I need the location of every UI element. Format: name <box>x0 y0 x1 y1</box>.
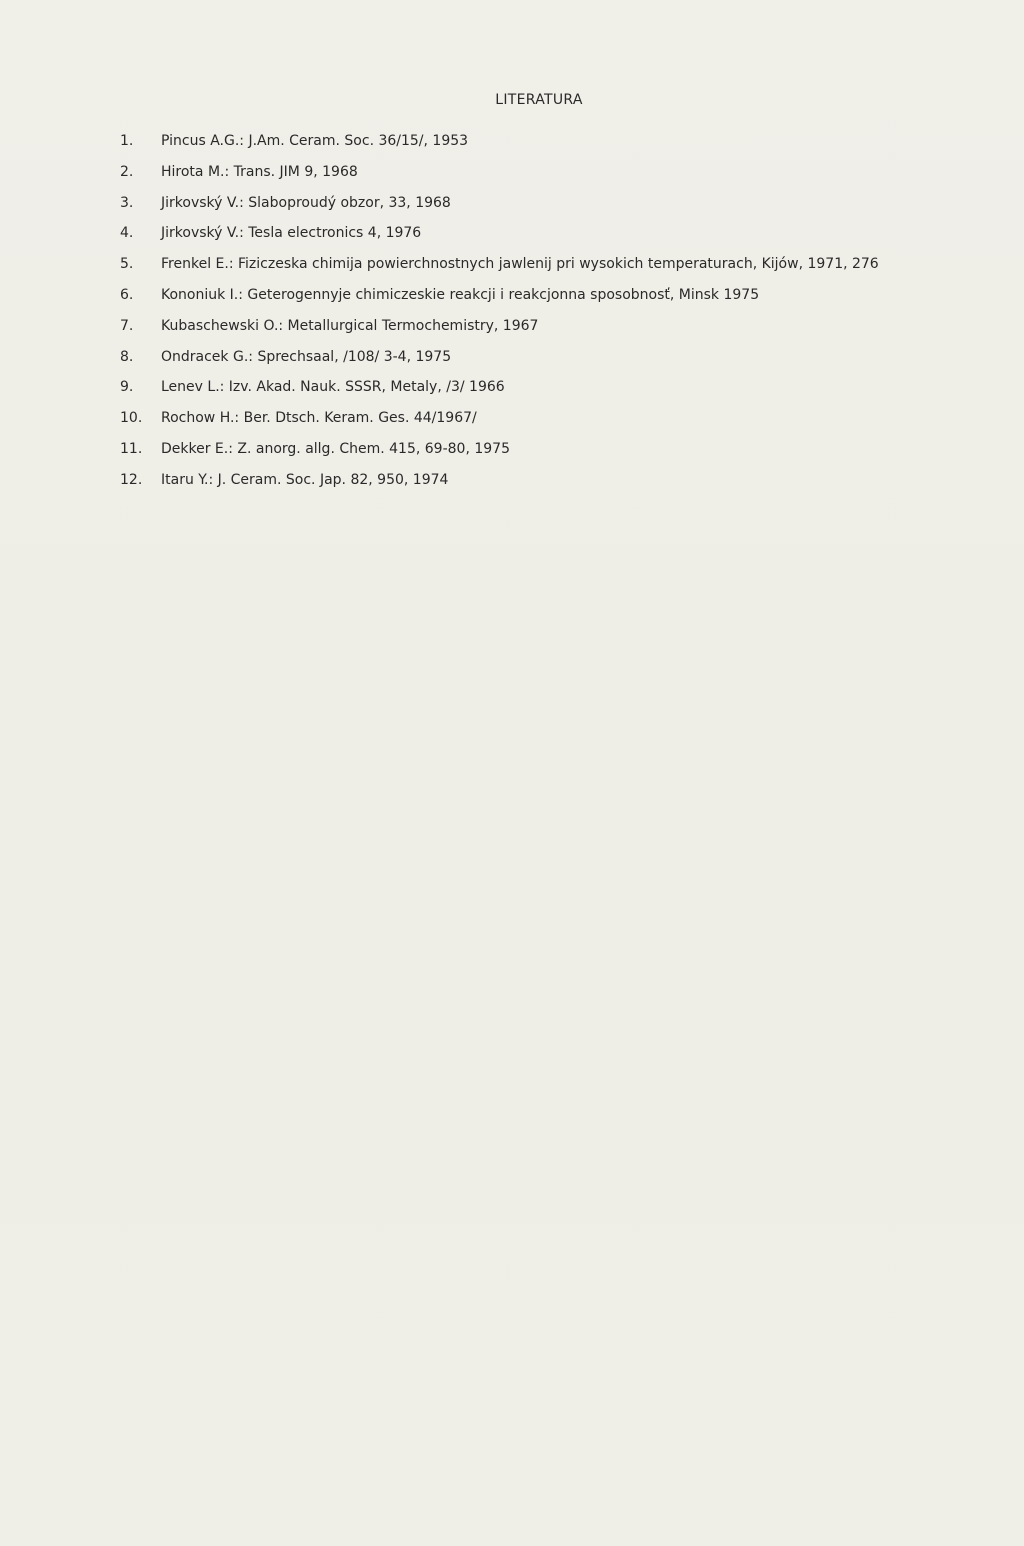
reference-item <box>120 472 980 503</box>
reference-number: 12. <box>120 471 143 488</box>
reference-number: 4. <box>120 225 134 242</box>
reference-item <box>120 441 980 472</box>
reference-text: Dekker E.: Z. anorg. allg. Chem. 415, 69-80, 1975 <box>161 440 510 457</box>
reference-text: Kubaschewski O.: Metallurgical Termochemistry, 1967 <box>161 317 539 334</box>
reference-text: Jirkovský V.: Tesla electronics 4, 1976 <box>161 225 422 242</box>
reference-item <box>120 256 980 287</box>
reference-number: 8. <box>120 348 134 365</box>
reference-item <box>120 133 980 164</box>
page-title: LITERATURA <box>495 92 583 108</box>
reference-item <box>120 349 980 380</box>
reference-text: Jirkovský V.: Slaboproudý obzor, 33, 1968 <box>161 194 451 211</box>
reference-item <box>120 410 980 441</box>
reference-item <box>120 195 980 226</box>
reference-text: Ondracek G.: Sprechsaal, /108/ 3-4, 1975 <box>161 348 452 365</box>
reference-item <box>120 318 980 349</box>
reference-item <box>120 379 980 410</box>
reference-text: Pincus A.G.: J.Am. Ceram. Soc. 36/15/, 1953 <box>161 133 469 149</box>
reference-text: Lenev L.: Izv. Akad. Nauk. SSSR, Metaly, /3/ 1966 <box>161 379 505 396</box>
reference-item <box>120 164 980 195</box>
reference-text: Hirota M.: Trans. JIM 9, 1968 <box>161 163 358 180</box>
reference-number: 1. <box>120 133 134 149</box>
reference-number: 5. <box>120 256 134 273</box>
reference-number: 7. <box>120 317 134 334</box>
reference-text: Kononiuk I.: Geterogennyje chimiczeskie reakcji i reakcjonna sposobnosť, Minsk 1975 <box>161 286 760 303</box>
reference-item <box>120 287 980 318</box>
reference-text: Itaru Y.: J. Ceram. Soc. Jap. 82, 950, 1974 <box>161 471 449 488</box>
reference-number: 10. <box>120 410 143 427</box>
reference-number: 3. <box>120 194 134 211</box>
reference-number: 9. <box>120 379 134 396</box>
reference-item <box>120 225 980 256</box>
reference-number: 11. <box>120 440 143 457</box>
reference-text: Frenkel E.: Fiziczeska chimija powierchnostnych jawlenij pri wysokich temperaturach, Kijów, 1971, 276 <box>161 256 879 273</box>
reference-text: Rochow H.: Ber. Dtsch. Keram. Ges. 44/1967/ <box>161 410 477 427</box>
reference-number: 2. <box>120 163 134 180</box>
reference-list <box>120 133 980 503</box>
reference-number: 6. <box>120 286 134 303</box>
